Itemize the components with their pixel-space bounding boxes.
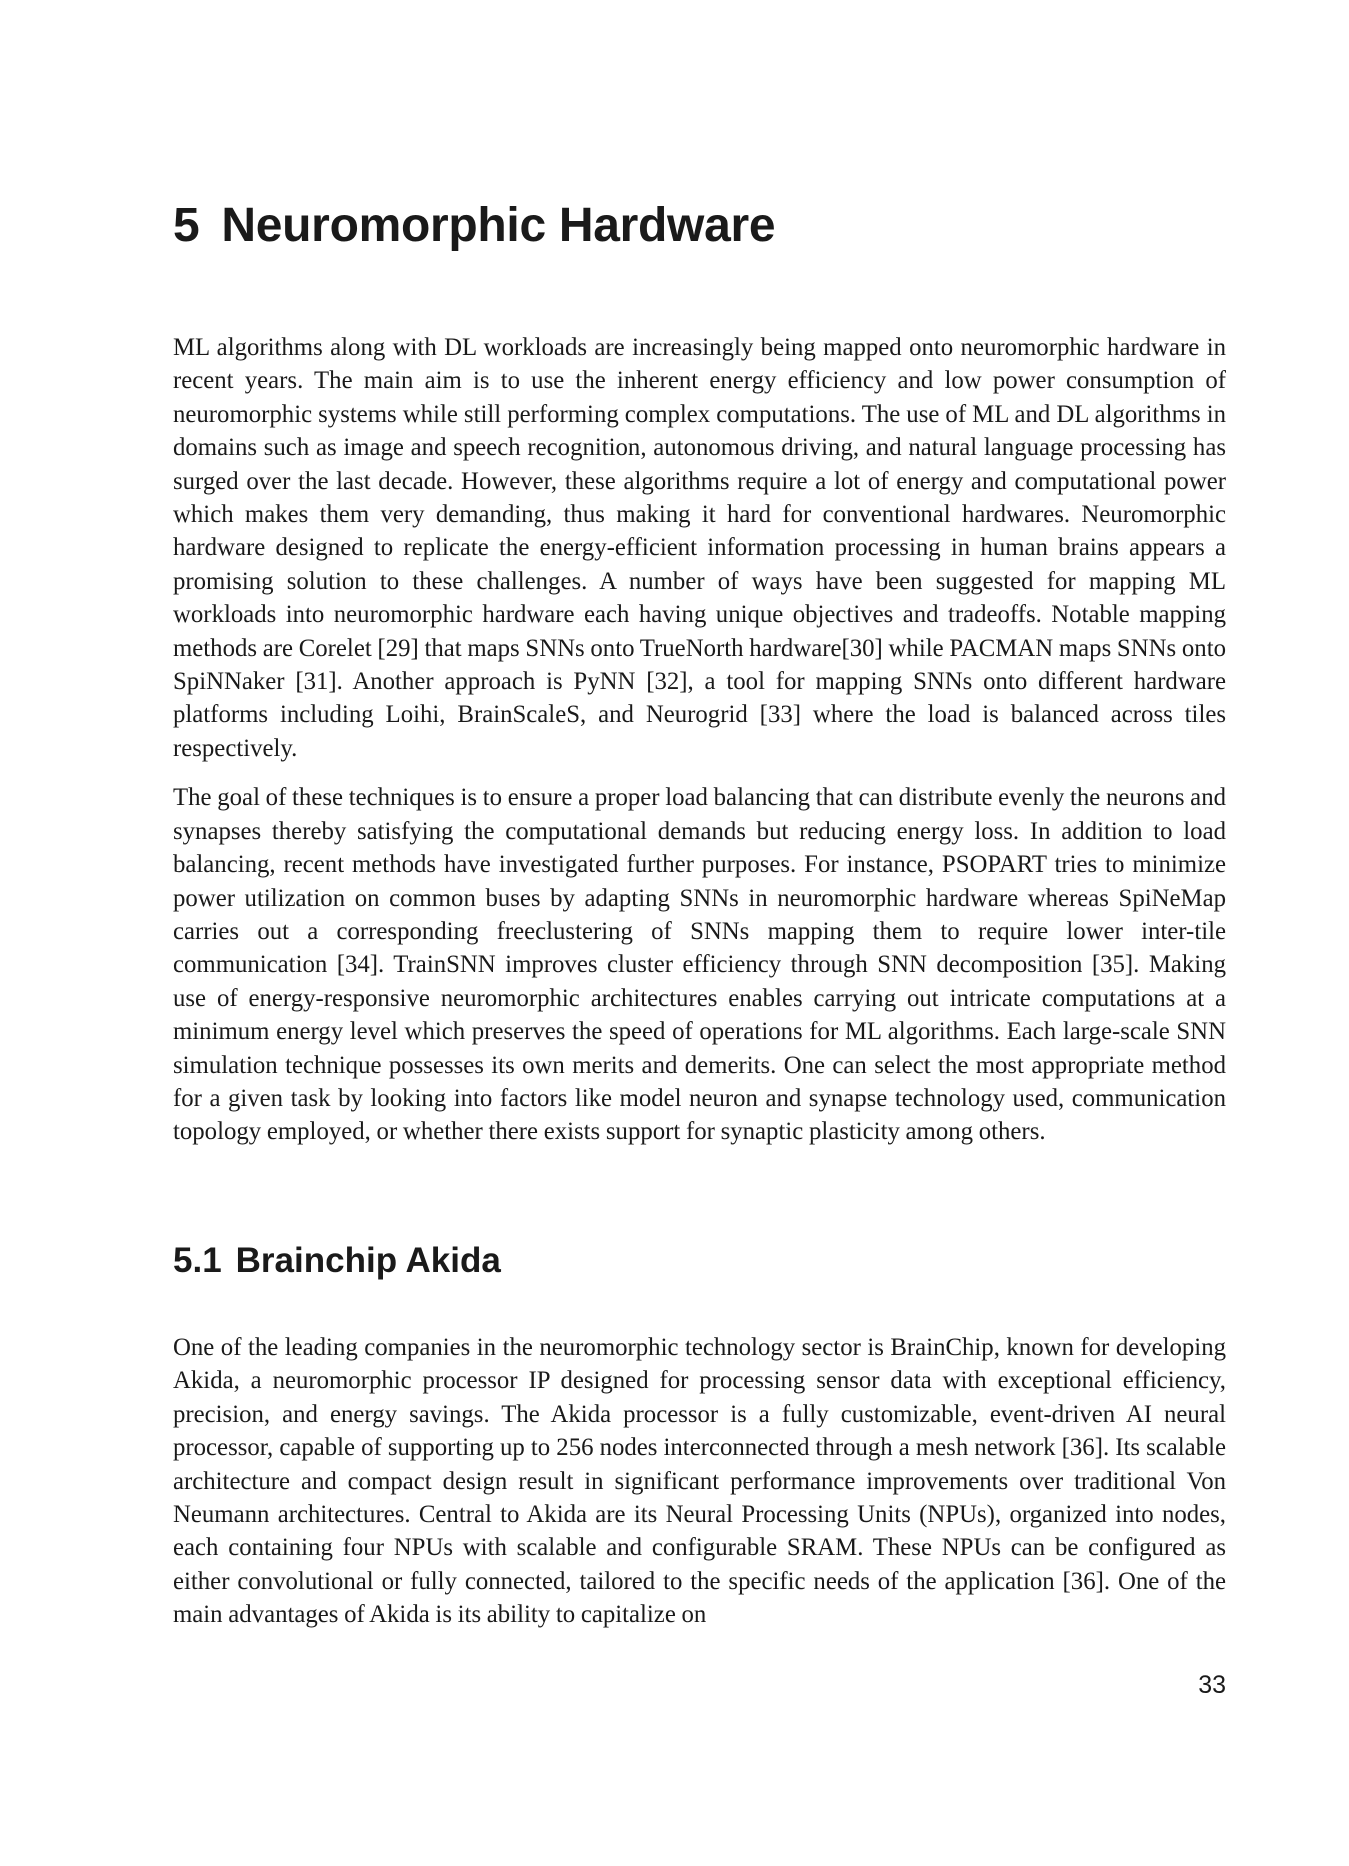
chapter-intro xyxy=(173,331,1226,1165)
section-paragraph-1: One of the leading companies in the neuromorphic technology sector is BrainChip, known for developing Akida, a neuromorphic processor IP designed for processing sensor data with exceptional efficiency, precision, and energy savings. The Akida processor is a fully customizable, event-driven AI neural processor, capable of supporting up to 256 nodes interconnected through a mesh network [36]. Its scalable architecture and compact design result in significant performance improvements over traditional Von Neumann architectures. Central to Akida are its Neural Processing Units (NPUs), organized into nodes, each containing four NPUs with scalable and configurable SRAM. These NPUs can be configured as either convolutional or fully connected, tailored to the specific needs of the application [36]. One of the main advantages of Akida is its ability to capitalize on xyxy=(173,1334,1226,1629)
chapter-number: 5 xyxy=(173,199,200,252)
section-number: 5.1 xyxy=(173,1241,222,1280)
section-title-text: Brainchip Akida xyxy=(235,1241,501,1280)
chapter-title-text: Neuromorphic Hardware xyxy=(221,199,776,252)
intro-paragraph-2: The goal of these techniques is to ensure a proper load balancing that can distribute evenly the neurons and synapses thereby satisfying the computational demands but reducing energy loss. In addition to load balancing, recent methods have investigated further purposes. For instance, PSOPART tries to minimize power utilization on common buses by adapting SNNs in neuromorphic hardware whereas SpiNeMap carries out a corresponding freeclustering of SNNs mapping them to require lower inter-tile communication [34]. TrainSNN improves cluster efficiency through SNN decomposition [35]. Making use of energy-responsive neuromorphic architectures enables carrying out intricate computations at a minimum energy level which preserves the speed of operations for ML algorithms. Each large-scale SNN simulation technique possesses its own merits and demerits. One can select the most appropriate method for a given task by looking into factors like model neuron and synapse technology used, communication topology employed, or whether there exists support for synaptic plasticity among others. xyxy=(173,784,1226,1146)
page-number: 33 xyxy=(1198,1671,1226,1699)
section-body xyxy=(173,1331,1226,1648)
section-title xyxy=(173,1241,501,1281)
intro-paragraph-1: ML algorithms along with DL workloads are increasingly being mapped onto neuromorphic hardware in recent years. The main aim is to use the inherent energy efficiency and low power consumption of neuromorphic systems while still performing complex computations. The use of ML and DL algorithms in domains such as image and speech recognition, autonomous driving, and natural language processing has surged over the last decade. However, these algorithms require a lot of energy and computational power which makes them very demanding, thus making it hard for conventional hardwares. Neuromorphic hardware designed to replicate the energy-efficient information processing in human brains appears a promising solution to these challenges. A number of ways have been suggested for mapping ML workloads into neuromorphic hardware each having unique objectives and tradeoffs. Notable mapping methods are Corelet [29] that maps SNNs onto TrueNorth hardware[30] while PACMAN maps SNNs onto SpiNNaker [31]. Another approach is PyNN [32], a tool for mapping SNNs onto different hardware platforms including Loihi, BrainScaleS, and Neurogrid [33] where the load is balanced across tiles respectively. xyxy=(173,334,1226,762)
chapter-title xyxy=(173,198,775,253)
